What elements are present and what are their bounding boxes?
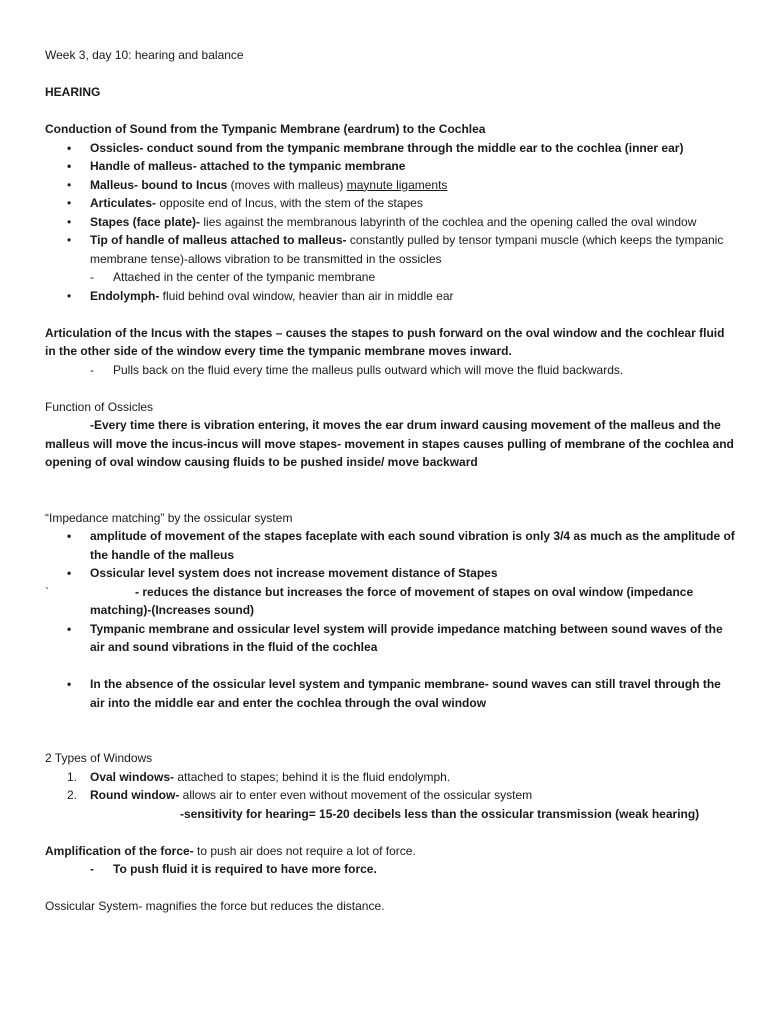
ossicular-system-note: Ossicular System- magnifies the force but reduces the distance. xyxy=(45,899,385,913)
list-item: • Malleus- bound to Incus (moves with malleus) maynute ligaments xyxy=(45,176,735,195)
function-heading: Function of Ossicles xyxy=(45,399,154,414)
impedance-list xyxy=(45,527,735,583)
list-item: • Ossicles- conduct sound from the tympanic membrane through the middle ear to the cochlea (inner ear) xyxy=(45,139,735,158)
maynute-ligaments-link[interactable]: maynute ligaments xyxy=(346,177,448,192)
windows-list xyxy=(45,768,735,805)
sensitivity-note: -sensitivity for hearing= 15-20 decibels less than the ossicular transmission (weak hearing) xyxy=(180,806,700,821)
list-item: 1. Oval windows- attached to stapes; behind it is the fluid endolymph. xyxy=(67,769,451,784)
list-item: • amplitude of movement of the stapes faceplate with each sound vibration is only 3/4 as much as the amplitude of the handle of the malleus xyxy=(45,527,735,564)
function-paragraph: -Every time there is vibration entering, it moves the ear drum inward causing movement of the malleus and the malleus will move the incus-incus will move stapes- movement in stapes causes pulling of membrane of the cochlea and opening of oval window causing fluids to be pushed inside/ move backward xyxy=(45,418,734,469)
list-item: • Tympanic membrane and ossicular level system will provide impedance matching between sound waves of the air and sound vibrations in the fluid of the cochlea xyxy=(45,620,735,657)
articulation-sub-item: - Pulls back on the fluid every time the malleus pulls outward which will move the fluid backwards. xyxy=(45,361,735,380)
conduction-list xyxy=(45,139,735,306)
section-heading-hearing: HEARING xyxy=(45,85,101,99)
list-item: • Ossicular level system does not increase movement distance of Stapes xyxy=(45,564,735,583)
list-item: • Articulates- opposite end of Incus, with the stem of the stapes xyxy=(45,194,735,213)
doc-title: Week 3, day 10: hearing and balance xyxy=(45,48,244,62)
articulation-paragraph: Articulation of the Incus with the stapes – causes the stapes to push forward on the oval window and the cochlear fluid in the other side of the window every time the tympanic membrane moves inward. xyxy=(45,325,725,358)
impedance-list-2 xyxy=(45,620,735,657)
document-page xyxy=(45,46,735,916)
conduction-heading: Conduction of Sound from the Tympanic Membrane (eardrum) to the Cochlea xyxy=(45,122,486,136)
list-item: • Tip of handle of malleus attached to malleus- constantly pulled by tensor tympani muscle (which keeps the tympanic membrane tense)-allows vibration to be transmitted in the ossicles - - Attached in the center of the tympanic membrane xyxy=(45,231,735,287)
list-item: • Handle of malleus- attached to the tympanic membrane xyxy=(45,157,735,176)
list-item: • Stapes (face plate)- lies against the membranous labyrinth of the cochlea and the opening called the oval window xyxy=(45,213,735,232)
list-item: 2. Round window- allows air to enter even without movement of the ossicular system xyxy=(67,788,533,802)
sub-item: - - Attached in the center of the tympanic membrane xyxy=(90,268,735,287)
list-item: • In the absence of the ossicular level system and tympanic membrane- sound waves can still travel through the air into the middle ear and enter the cochlea through the oval window xyxy=(45,675,735,712)
list-item: • Endolymph- fluid behind oval window, heavier than air in middle ear xyxy=(45,287,735,306)
impedance-list-3 xyxy=(45,675,735,712)
amplification-sub-item: - To push fluid it is required to have more force. xyxy=(45,860,735,879)
impedance-heading: “Impedance matching” by the ossicular system xyxy=(45,510,293,525)
amplification-paragraph: Amplification of the force- to push air does not require a lot of force. xyxy=(45,843,416,858)
windows-heading: 2 Types of Windows xyxy=(45,751,153,765)
reduces-note: ` - reduces the distance but increases the force of movement of stapes on oval window (impedance matching)-(Increases sound) xyxy=(45,584,694,617)
